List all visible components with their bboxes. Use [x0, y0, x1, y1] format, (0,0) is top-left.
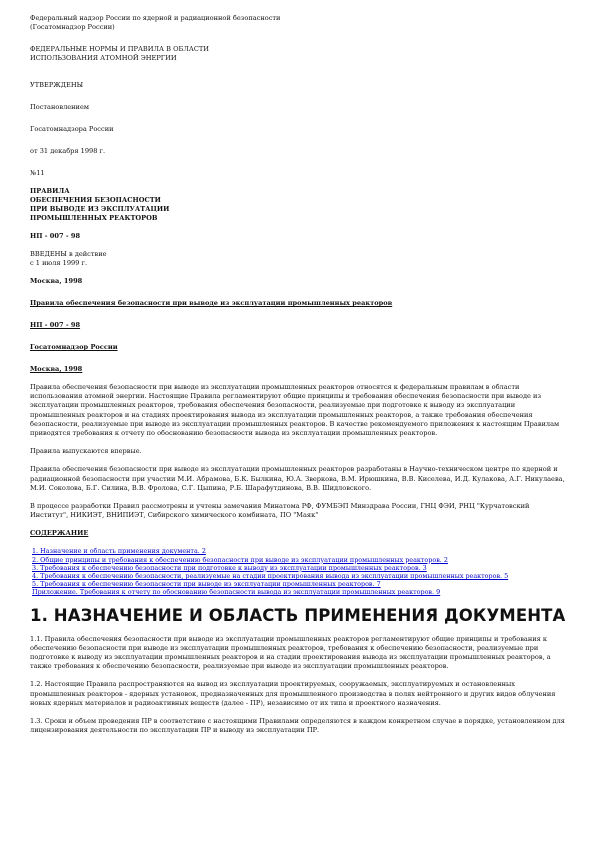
section-1-paragraph-3: 1.3. Сроки и объем проведения ПР в соответствие с настоящими Правилами определяются в каждом конкретном случае в порядке, установленном для лицензирования деятельности по эксплуатации ПР и выводу из эксплуатации ПР.: [30, 717, 565, 735]
section-1-paragraph-1: 1.1. Правила обеспечения безопасности при выводе из эксплуатации промышленных реакторов регламентируют общие принципы и требования к обеспечению безопасности при выводе из эксплуатации промышленных реакторов, требования к обеспечению безопасности, реализуемые при подготовке к выводу из эксплуатации промышленных реакторов и на стадии проектирования вывода из эксплуатации промышленных реакторов, а также требования к обеспечению безопасности, реализуемые при выводе из эксплуатации промышленных реакторов.: [30, 634, 551, 671]
approving-authority: Госатомнадзора России: [30, 125, 114, 133]
intro-paragraph-3: Правила обеспечения безопасности при выводе из эксплуатации промышленных реакторов разработаны в Научно-техническом центре по ядерной и радиационной безопасности при участии М.И. Абрамова, Б.К. Былкина, Ю.А. Зверкова, В.М. Ирюшкина, В.В. Киселева, И.Д. Кулакова, А.Г. Никулаева, М.И. Соколова, Б.Г. Силина, В.В. Фролова, С.Г. Цыпина, Р.Б. Шарафутдинова, В.В. Шидловского.: [30, 465, 565, 492]
decree-label: Постановлением: [30, 103, 89, 111]
intro-paragraph-1: Правила обеспечения безопасности при выводе из эксплуатации промышленных реакторов относятся к федеральным правилам в области использования атомной энергии. Настоящие Правила регламентируют общие принципы и требования обеспечения безопасности при выводе из эксплуатации промышленных реакторов, требования обеспечения безопасности, реализуемые при подготовке к выводу из эксплуатации промышленных реакторов и на стадиях проектирования вывода из эксплуатации промышленных реакторов, а также требования обеспечения безопасности, реализуемые при выводе из эксплуатации промышленных реакторов. В качестве рекомендуемого приложения к настоящим Правилам приводятся требования к отчету по обоснованию безопасности вывода из эксплуатации промышленных реакторов.: [30, 383, 560, 438]
toc-link[interactable]: 1. Назначение и область применения документа. 2: [32, 547, 206, 556]
document-page: [30, 14, 568, 735]
intro-paragraph-2: Правила выпускаются впервые.: [30, 447, 142, 456]
rules-full-title: Правила обеспечения безопасности при выводе из эксплуатации промышленных реакторов: [30, 299, 393, 307]
rules-title-line1: ПРАВИЛА: [30, 187, 70, 195]
rules-title-line3: ПРИ ВЫВОДЕ ИЗ ЭКСПЛУАТАЦИИ: [30, 205, 170, 213]
place-year: Москва, 1998: [30, 277, 83, 285]
norms-heading-line1: ФЕДЕРАЛЬНЫЕ НОРМЫ И ПРАВИЛА В ОБЛАСТИ: [30, 45, 210, 53]
rules-title-line2: ОБЕСПЕЧЕНИЯ БЕЗОПАСНОСТИ: [30, 196, 161, 204]
approval-date: от 31 декабря 1998 г.: [30, 147, 106, 155]
agency-name: Федеральный надзор России по ядерной и радиационной безопасности: [30, 14, 281, 22]
toc-link[interactable]: 5. Требования к обеспечению безопасности при выводе из эксплуатации промышленных реакторов. 7: [32, 580, 381, 589]
approval-number: №11: [30, 169, 45, 177]
rules-code: НП - 007 - 98: [30, 232, 81, 240]
rules-code-repeat: НП - 007 - 98: [30, 321, 81, 329]
effective-line1: ВВЕДЕНЫ в действие: [30, 250, 107, 258]
section-1-paragraph-2: 1.2. Настоящие Правила распространяются на вывод из эксплуатации проектируемых, сооружаемых, эксплуатируемых и остановленных промышленных реакторов - ядерных установок, предназначенных для промышленного производства в полях нейтронного и других видов облучения новых ядерных материалов и радиоактивных веществ (далее - ПР), независимо от их типа и проектного назначения.: [30, 680, 556, 707]
table-of-contents: [32, 547, 568, 596]
effective-line2: с 1 июля 1999 г.: [30, 259, 88, 267]
authority-repeat: Госатомнадзор России: [30, 343, 118, 351]
rules-title-line4: ПРОМЫШЛЕННЫХ РЕАКТОРОВ: [30, 214, 158, 222]
norms-heading-line2: ИСПОЛЬЗОВАНИЯ АТОМНОЙ ЭНЕРГИИ: [30, 54, 177, 62]
toc-link[interactable]: 3. Требования к обеспечению безопасности при подготовке к выводу из эксплуатации промышленных реакторов. 3: [32, 563, 427, 572]
intro-paragraph-4: В процессе разработки Правил рассмотрены и учтены замечания Минатома РФ, ФУМБЭП Минздрава России, ГНЦ ФЭИ, РНЦ "Курчатовский Институт", НИКИЭТ, ВНИПИЭТ, Сибирского химического комбината, ПО "Маяк": [30, 502, 530, 520]
toc-link[interactable]: 4. Требования к обеспечению безопасности, реализуемые на стадии проектирования вывода из эксплуатации промышленных реакторов. 5: [32, 572, 509, 581]
agency-short-name: (Госатомнадзор России): [30, 23, 115, 31]
toc-link[interactable]: Приложение. Требования к отчету по обоснованию безопасности вывода из эксплуатации промышленных реакторов. 9: [32, 588, 441, 597]
approved-label: УТВЕРЖДЕНЫ: [30, 81, 84, 89]
section-1-heading: 1. НАЗНАЧЕНИЕ И ОБЛАСТЬ ПРИМЕНЕНИЯ ДОКУМЕНТА: [30, 605, 566, 625]
toc-heading: СОДЕРЖАНИЕ: [30, 529, 89, 538]
toc-link[interactable]: 2. Общие принципы и требования к обеспечению безопасности при выводе из эксплуатации промышленных реакторов. 2: [32, 555, 448, 564]
place-year-repeat: Москва, 1998: [30, 365, 83, 373]
